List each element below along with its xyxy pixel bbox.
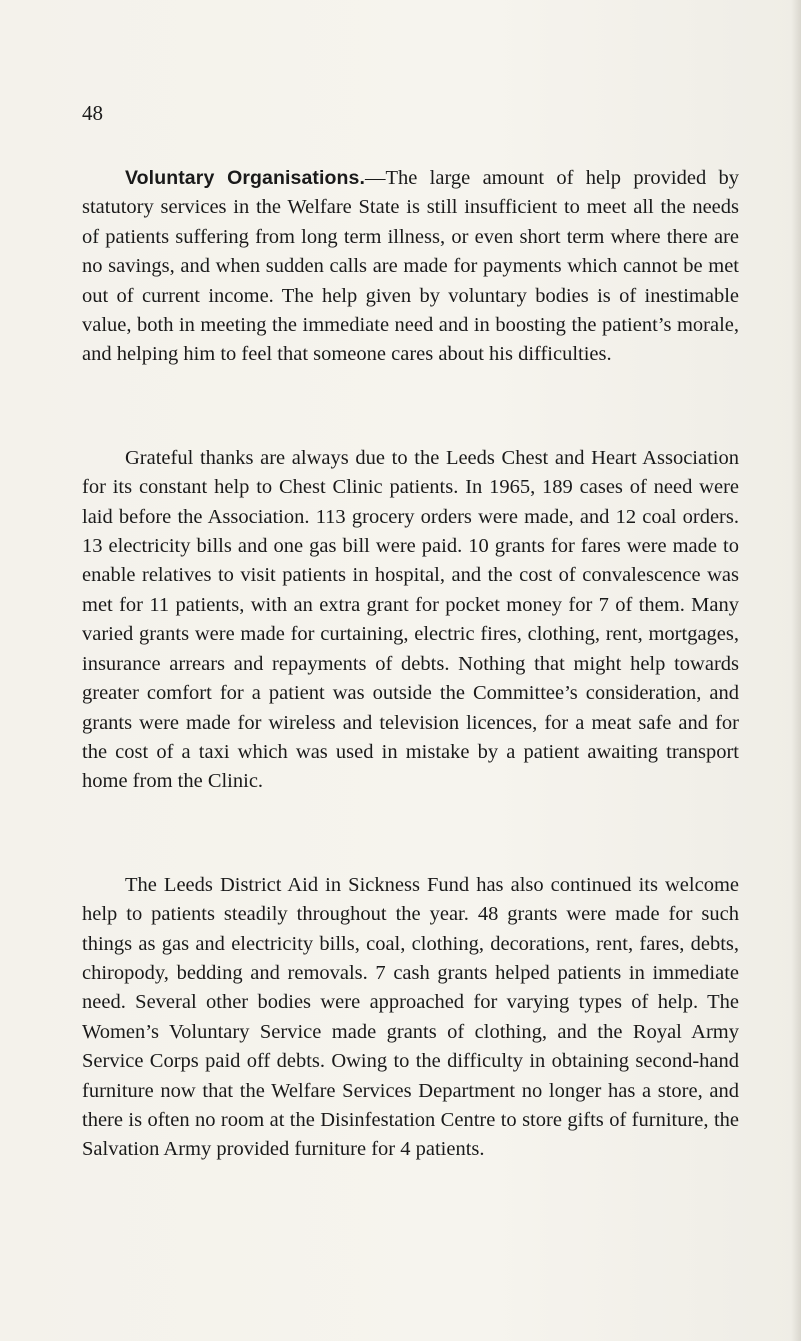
paragraph-aid-in-sickness: The Leeds District Aid in Sickness Fund has also continued its welcome help to patients steadily throughout the year. 48 grants were made for such things as gas and electricity bills, coal, clothing, decorations, rent, fares, debts, chiropody, bedding and removals. 7 cash grants helped patients in immediate need. Several other bodies were approached for varying types of help. The Women’s Voluntary Service made grants of clothing, and the Royal Army Service Corps paid off debts. Owing to the difficulty in obtaining second-hand furniture now that the Welfare Services Department no longer has a store, and there is often no room at the Disinfestation Centre to store gifts of furniture, the Salvation Army provided furniture for 4 patients. xyxy=(82,873,739,1161)
page-edge-shadow xyxy=(791,0,801,1341)
page-number: 48 xyxy=(82,101,103,125)
paragraph-leeds-chest-heart: Grateful thanks are always due to the Leeds Chest and Heart Association for its constant help to Chest Clinic patients. In 1965, 189 cases of need were laid before the Association. 113 grocery orders were made, and 12 coal orders. 13 electricity bills and one gas bill were paid. 10 grants for fares were made to enable relatives to visit patients in hospital, and the cost of convalescence was met for 11 patients, with an extra grant for pocket money for 7 of them. Many varied grants were made for curtaining, electric fires, clothing, rent, mortgages, insurance arrears and repayments of debts. Nothing that might help towards greater comfort for a patient was outside the Committee’s consideration, and grants were made for wireless and television licences, for a meat safe and for the cost of a taxi which was used in mistake by a patient awaiting transport home from the Clinic. xyxy=(82,446,739,793)
document-body xyxy=(82,164,739,1165)
section-heading: Voluntary Organisations. xyxy=(125,167,366,189)
paragraph-text: —The large amount of help provided by statutory services in the Welfare State is still insufficient to meet all the needs of patients suffering from long term illness, or even short term where there are no savings, and when sudden calls are made for payments which cannot be met out of current income. The help given by voluntary bodies is of inestimable value, both in meeting the immediate need and in boosting the patient’s morale, and helping him to feel that someone cares about his difficulties. xyxy=(82,167,739,366)
paragraph-voluntary-organisations xyxy=(82,164,739,370)
